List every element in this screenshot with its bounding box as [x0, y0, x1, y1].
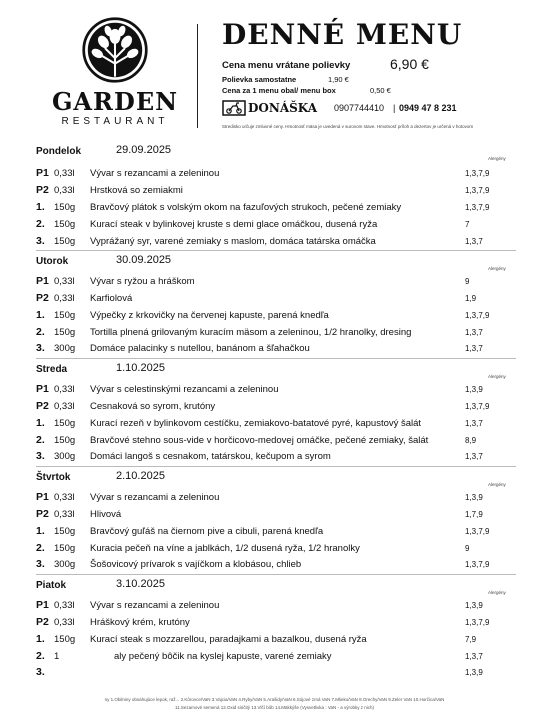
- item-name: Výpečky z krkovičky na červenej kapuste, parená knedľa: [90, 310, 329, 321]
- item-code: 1.: [36, 201, 45, 213]
- day-header: [36, 364, 516, 378]
- item-name: Domáci langoš s cesnakom, tatárskou, kečupom a syrom: [90, 451, 331, 462]
- item-code: P1: [36, 167, 49, 179]
- day-name: Štvrtok: [36, 472, 71, 483]
- allergen-legend: [0, 696, 549, 712]
- item-allergens: 1,3,7,9: [465, 618, 490, 627]
- menu-item: [36, 650, 536, 664]
- menu-item: [36, 434, 536, 448]
- allergens-heading: Alergény: [488, 374, 506, 379]
- item-allergens: 1,3,9: [465, 385, 483, 394]
- item-name: Hrstková so zemiakmi: [90, 185, 183, 196]
- allergen-legend-line: ny 1.Obilniny obsahujúce lepok, raž... 2.Kôrovce/VaN 3.Vajcia/VaN 4.Ryby/VaN 5.Arašidy/VaN 6.Sójové zrná VaN 7.Mlieko/VaN 8.Orechy/VaN 9.Zeler VaN 10.Horčica/VaN: [104, 697, 445, 702]
- day-date: 1.10.2025: [116, 362, 165, 374]
- menu-item: [36, 275, 536, 289]
- item-quantity: 150g: [54, 634, 76, 645]
- item-allergens: 1,3,9: [465, 493, 483, 502]
- item-allergens: 1,3,7: [465, 344, 483, 353]
- soup-price-label: Polievka samostatne: [222, 75, 297, 84]
- phone-number-2[interactable]: 0949 47 8 231: [399, 103, 457, 113]
- item-allergens: 1,3,7,9: [465, 402, 490, 411]
- price-note: Stredisko určuje zmluvné ceny. Hmotnosť mäsa je uvedená v surovom stave. Hmotnosť príloh a dezertov je určená v hotovom: [222, 124, 474, 129]
- day-name: Piatok: [36, 580, 67, 591]
- item-quantity: 0,33l: [54, 293, 75, 304]
- item-quantity: 150g: [54, 202, 76, 213]
- item-code: 3.: [36, 450, 45, 462]
- brand-subtitle: RESTAURANT: [61, 116, 169, 127]
- item-code: 1.: [36, 633, 45, 645]
- menu-item: [36, 309, 536, 323]
- item-quantity: 150g: [54, 418, 76, 429]
- menu-item: [36, 616, 536, 630]
- item-code: 3.: [36, 342, 45, 354]
- item-quantity: 150g: [54, 327, 76, 338]
- menu-item: [36, 184, 536, 198]
- menu-item: [36, 235, 536, 249]
- menu-item: [36, 167, 536, 181]
- item-allergens: 1,3,7: [465, 652, 483, 661]
- item-quantity: 0,33l: [54, 276, 75, 287]
- menu-item: [36, 558, 536, 572]
- item-name: Bravčový plátok s volským okom na fazuľových strukoch, pečené zemiaky: [90, 202, 402, 213]
- soup-price-value: 1,90 €: [328, 75, 349, 84]
- item-quantity: 0,33l: [54, 600, 75, 611]
- item-quantity: 300g: [54, 343, 76, 354]
- menu-item: [36, 326, 536, 340]
- item-allergens: 1,3,7,9: [465, 560, 490, 569]
- item-name: Vývar s celestinskými rezancami a zeleninou: [90, 384, 279, 395]
- item-quantity: 150g: [54, 526, 76, 537]
- soup-price-row: [222, 75, 349, 84]
- item-allergens: 8,9: [465, 436, 477, 445]
- item-code: P2: [36, 184, 49, 196]
- item-name: Bravčové stehno sous-vide v horčicovo-medovej omáčke, pečené zemiaky, šalát: [90, 435, 429, 446]
- item-code: P1: [36, 491, 49, 503]
- allergens-heading: Alergény: [488, 266, 506, 271]
- menu-price-value: 6,90 €: [390, 56, 429, 72]
- item-quantity: 300g: [54, 451, 76, 462]
- item-quantity: 0,33l: [54, 509, 75, 520]
- item-code: 2.: [36, 650, 45, 662]
- day-header: [36, 580, 516, 594]
- item-allergens: 7: [465, 220, 470, 229]
- section-divider: [36, 358, 516, 359]
- item-quantity: 150g: [54, 543, 76, 554]
- brand-name: GARDEN: [51, 87, 179, 116]
- item-name: Kurací steak s mozzarellou, paradajkami a bazalkou, dusená ryža: [90, 634, 367, 645]
- item-name: Cesnaková so syrom, krutóny: [90, 401, 216, 412]
- item-quantity: 150g: [54, 435, 76, 446]
- box-price-row: [222, 86, 391, 95]
- menu-item: [36, 417, 536, 431]
- item-quantity: 0,33l: [54, 384, 75, 395]
- item-code: P2: [36, 292, 49, 304]
- menu-item: [36, 292, 536, 306]
- item-name: Hráškový krém, krutóny: [90, 617, 190, 628]
- item-name: Vývar s ryžou a hráškom: [90, 276, 195, 287]
- item-quantity: 0,33l: [54, 617, 75, 628]
- item-allergens: 7,9: [465, 635, 477, 644]
- item-allergens: 1,3,7: [465, 237, 483, 246]
- item-code: P1: [36, 275, 49, 287]
- item-name: Kurací steak v bylinkovej kruste s demi glace omáčkou, dusená ryža: [90, 219, 378, 230]
- item-code: 3.: [36, 558, 45, 570]
- item-name: Vývar s rezancami a zeleninou: [90, 600, 220, 611]
- day-header: [36, 146, 516, 160]
- item-code: 2.: [36, 326, 45, 338]
- menu-item: [36, 525, 536, 539]
- item-code: 1.: [36, 525, 45, 537]
- menu-item: [36, 666, 536, 680]
- item-quantity: 150g: [54, 310, 76, 321]
- box-price-value: 0,50 €: [370, 86, 391, 95]
- item-quantity: 0,33l: [54, 492, 75, 503]
- item-name: Karfiolová: [90, 293, 133, 304]
- allergens-heading: Alergény: [488, 590, 506, 595]
- item-quantity: 1: [54, 651, 60, 662]
- day-name: Utorok: [36, 256, 69, 267]
- menu-item: [36, 218, 536, 232]
- section-divider: [36, 250, 516, 251]
- item-code: 1.: [36, 309, 45, 321]
- menu-item: [36, 383, 536, 397]
- item-quantity: 150g: [54, 219, 76, 230]
- item-name: Hlivová: [90, 509, 122, 520]
- item-allergens: 1,3,7,9: [465, 169, 490, 178]
- item-code: 3.: [36, 666, 45, 678]
- item-code: 3.: [36, 235, 45, 247]
- item-allergens: 1,3,9: [465, 601, 483, 610]
- item-name: Šošovicový prívarok s vajíčkom a klobásou, chlieb: [90, 559, 302, 570]
- menu-item: [36, 450, 536, 464]
- item-code: 2.: [36, 542, 45, 554]
- menu-item: [36, 508, 536, 522]
- day-date: 30.09.2025: [116, 254, 172, 266]
- allergens-heading: Alergény: [488, 156, 506, 161]
- item-allergens: 1,3,7,9: [465, 527, 490, 536]
- item-code: 2.: [36, 434, 45, 446]
- item-name: Vývar s rezancami a zeleninou: [90, 168, 220, 179]
- phone-separator: |: [393, 103, 396, 113]
- menu-item: [36, 342, 536, 356]
- section-divider: [36, 466, 516, 467]
- header-divider: [197, 24, 198, 128]
- item-name: Vývar s rezancami a zeleninou: [90, 492, 220, 503]
- day-date: 29.09.2025: [116, 144, 172, 156]
- item-quantity: 300g: [54, 559, 76, 570]
- scooter-icon: [222, 100, 246, 116]
- item-allergens: 1,3,7: [465, 328, 483, 337]
- item-quantity: 0,33l: [54, 185, 75, 196]
- item-code: P2: [36, 616, 49, 628]
- item-code: 1.: [36, 417, 45, 429]
- menu-item: [36, 491, 536, 505]
- tree-logo-icon: [81, 16, 149, 84]
- menu-item: [36, 599, 536, 613]
- menu-price-label: Cena menu vrátane polievky: [222, 60, 351, 71]
- restaurant-logo: [40, 16, 190, 132]
- day-name: Pondelok: [36, 146, 82, 157]
- item-allergens: 9: [465, 544, 470, 553]
- item-allergens: 1,3,7: [465, 452, 483, 461]
- item-name: Kuracia pečeň na víne a jablkách, 1/2 dusená ryža, 1/2 hranolky: [90, 543, 360, 554]
- item-code: P2: [36, 508, 49, 520]
- day-name: Streda: [36, 364, 68, 375]
- item-allergens: 1,9: [465, 294, 477, 303]
- delivery-label: DONÁŠKA: [248, 101, 318, 115]
- item-allergens: 1,3,7,9: [465, 311, 490, 320]
- item-allergens: 1,3,7,9: [465, 203, 490, 212]
- page-title: DENNÉ MENU: [222, 18, 463, 51]
- day-date: 3.10.2025: [116, 578, 165, 590]
- day-header: [36, 472, 516, 486]
- item-name: aly pečený bôčik na kyslej kapuste, varené zemiaky: [114, 651, 332, 662]
- item-name: Tortilla plnená grilovaným kuracím mäsom a zeleninou, 1/2 hranolky, dresing: [90, 327, 412, 338]
- item-code: P1: [36, 383, 49, 395]
- day-header: [36, 256, 516, 270]
- item-name: Domáce palacinky s nutellou, banánom a šľahačkou: [90, 343, 310, 354]
- menu-price-row: [222, 56, 522, 76]
- item-allergens: 1,7,9: [465, 510, 483, 519]
- menu-item: [36, 633, 536, 647]
- item-code: 2.: [36, 218, 45, 230]
- menu-item: [36, 542, 536, 556]
- box-price-label: Cena za 1 menu obal/ menu box: [222, 86, 336, 95]
- section-divider: [36, 574, 516, 575]
- item-name: Bravčový guľáš na čiernom pive a cibuli, parená knedľa: [90, 526, 324, 537]
- item-name: Vyprážaný syr, varené zemiaky s maslom, domáca tatárska omáčka: [90, 236, 376, 247]
- item-allergens: 1,3,7,9: [465, 186, 490, 195]
- item-allergens: 1,3,9: [465, 668, 483, 677]
- day-date: 2.10.2025: [116, 470, 165, 482]
- item-code: P2: [36, 400, 49, 412]
- phone-number-1[interactable]: 0907744410: [334, 103, 385, 113]
- item-code: P1: [36, 599, 49, 611]
- item-allergens: 1,3,7: [465, 419, 483, 428]
- item-allergens: 9: [465, 277, 470, 286]
- item-quantity: 0,33l: [54, 401, 75, 412]
- item-name: Kurací rezeň v bylinkovom cestíčku, zemiakovo-batatové pyré, kapustový šalát: [90, 418, 422, 429]
- item-quantity: 0,33l: [54, 168, 75, 179]
- menu-item: [36, 201, 536, 215]
- menu-item: [36, 400, 536, 414]
- allergen-legend-line: 11.Sezamové semená 12.Oxid siričitý 13.Vlčí bôb 14.Mäkkýše (Vysvetlivka : VaN - a výrobky z nich): [175, 705, 374, 710]
- allergens-heading: Alergény: [488, 482, 506, 487]
- item-quantity: 150g: [54, 236, 76, 247]
